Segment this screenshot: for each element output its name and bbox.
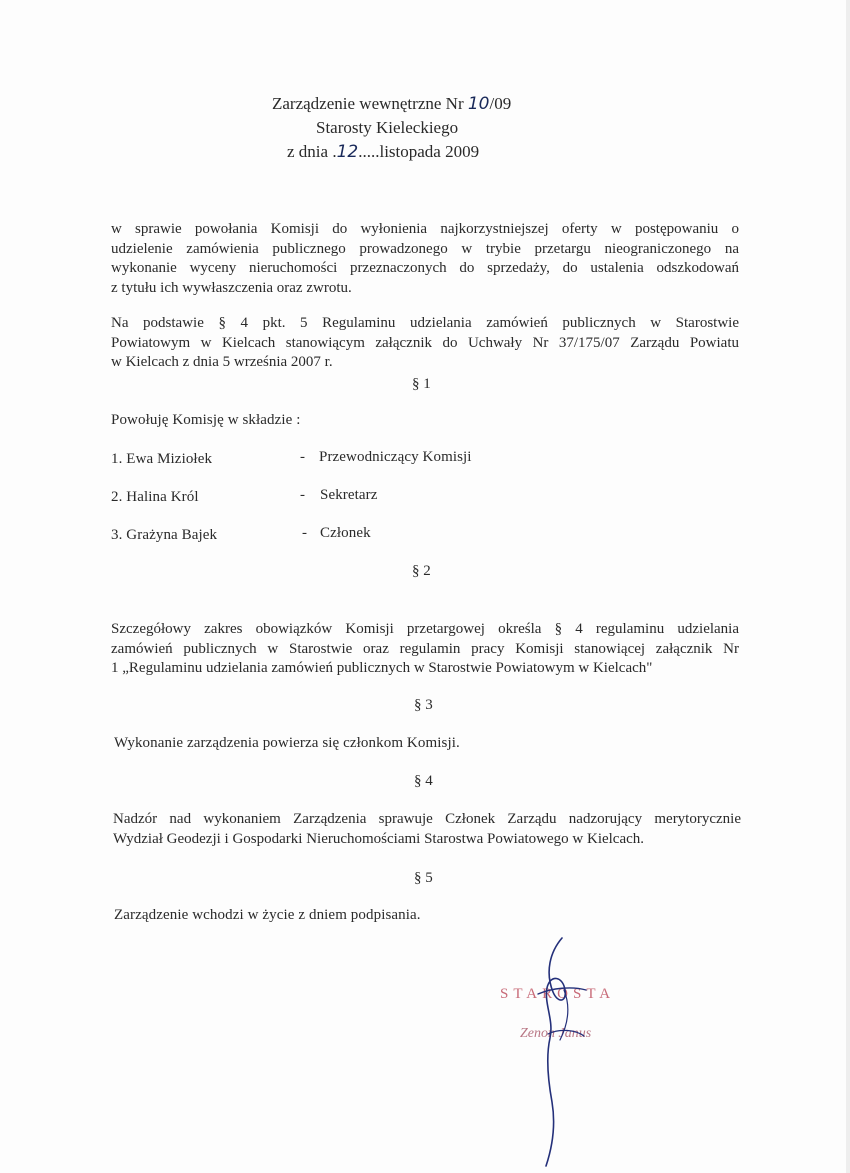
handwritten-order-number: 10 — [467, 94, 490, 114]
subject-paragraph — [111, 220, 739, 298]
committee-lead: Powołuję Komisję w składzie : — [111, 412, 301, 428]
date-line — [287, 142, 479, 162]
scan-edge — [846, 0, 850, 1173]
starosta-stamp-title: STAROSTA — [500, 986, 616, 1002]
handwritten-signature — [520, 930, 600, 1170]
subject-line: w sprawie powołania Komisji do wyłonienia najkorzystniejszej oferty w postępowaniu o — [111, 221, 739, 237]
section-5-heading: § 5 — [414, 870, 433, 886]
section-3-text: Wykonanie zarządzenia powierza się członkom Komisji. — [114, 735, 460, 751]
section-2-line: 1 „Regulaminu udzielania zamówień publicznych w Starostwie Powiatowym w Kielcach" — [111, 660, 653, 676]
member-role: Członek — [320, 525, 371, 541]
order-title-line — [272, 94, 511, 114]
section-4-heading: § 4 — [414, 773, 433, 789]
section-2-line: Szczegółowy zakres obowiązków Komisji przetargowej określa § 4 regulaminu udzielania — [111, 621, 739, 637]
legal-basis-paragraph — [111, 314, 739, 373]
section-3-heading: § 3 — [414, 697, 433, 713]
section-4-line: Wydział Geodezji i Gospodarki Nieruchomościami Starostwa Powiatowego w Kielcach. — [113, 830, 645, 847]
section-2-paragraph — [111, 620, 739, 679]
subject-line: z tytułu ich wywłaszczenia oraz zwrotu. — [111, 279, 352, 296]
subject-line: wykonanie wyceny nieruchomości przeznaczonych do sprzedaży, do ustalenia odszkodowań — [111, 260, 739, 276]
subject-line: udzielenie zamówienia publicznego prowadzonego w trybie przetargu nieograniczonego na — [111, 240, 739, 257]
member-name: 3. Grażyna Bajek — [111, 527, 218, 543]
member-name: 2. Halina Król — [111, 489, 199, 505]
date-prefix: z dnia . — [287, 142, 337, 161]
section-4-paragraph — [113, 810, 741, 849]
section-1-heading: § 1 — [412, 376, 431, 392]
section-2-heading: § 2 — [412, 563, 431, 579]
issuer-line: Starosty Kieleckiego — [316, 118, 459, 137]
member-name: 1. Ewa Miziołek — [111, 451, 213, 467]
member-role: Przewodniczący Komisji — [319, 449, 472, 465]
order-year-suffix: /09 — [489, 94, 512, 113]
section-5-text: Zarządzenie wchodzi w życie z dniem podpisania. — [114, 907, 421, 923]
member-dash: - — [300, 487, 306, 503]
member-dash: - — [302, 525, 308, 541]
order-title-prefix: Zarządzenie wewnętrzne Nr — [272, 94, 464, 113]
section-2-line: zamówień publicznych w Starostwie oraz regulamin pracy Komisji stanowiącej załącznik Nr — [111, 640, 739, 657]
basis-line: Na podstawie § 4 pkt. 5 Regulaminu udzielania zamówień publicznych w Starostwie — [111, 315, 739, 331]
member-role: Sekretarz — [320, 487, 378, 503]
handwritten-day: 12 — [336, 142, 359, 162]
basis-line: Powiatowym w Kielcach stanowiącym załącznik do Uchwały Nr 37/175/07 Zarządu Powiatu — [111, 334, 739, 351]
member-dash: - — [300, 449, 306, 465]
section-4-line: Nadzór nad wykonaniem Zarządzenia sprawuje Członek Zarządu nadzorujący merytorycznie — [113, 811, 741, 827]
basis-line: w Kielcach z dnia 5 września 2007 r. — [111, 354, 333, 370]
date-suffix: .....listopada 2009 — [358, 142, 480, 161]
starosta-stamp-name: Zenon Janus — [520, 1026, 592, 1041]
